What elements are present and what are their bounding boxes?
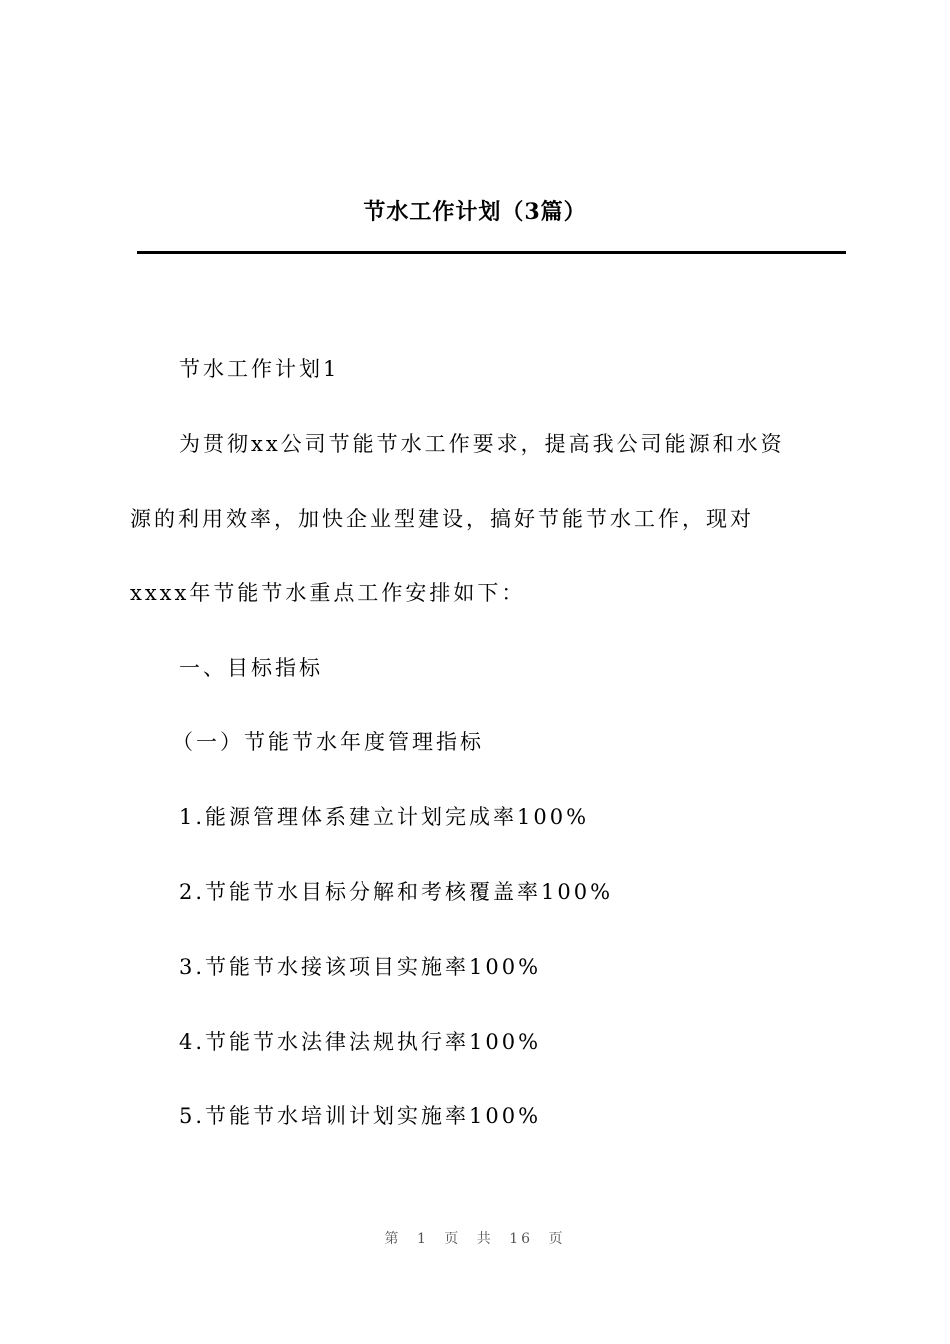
title-underline <box>137 251 846 254</box>
heading-objectives: 一、目标指标 <box>179 656 323 680</box>
intro-line-3: xxxx年节能节水重点工作安排如下： <box>130 581 526 605</box>
list-item: 1.能源管理体系建立计划完成率100% <box>179 805 590 829</box>
subheading-annual-indicators: （一）节能节水年度管理指标 <box>172 730 484 754</box>
intro-line-1: 为贯彻xx公司节能节水工作要求，提高我公司能源和水资 <box>179 432 785 456</box>
page-number-footer: 第 1 页 共 16 页 <box>384 1231 566 1247</box>
document-title: 节水工作计划（3篇） <box>363 199 587 225</box>
list-item: 2.节能节水目标分解和考核覆盖率100% <box>179 880 614 904</box>
section-heading: 节水工作计划1 <box>179 357 340 381</box>
list-item: 4.节能节水法律法规执行率100% <box>179 1030 542 1054</box>
list-item: 5.节能节水培训计划实施率100% <box>179 1104 542 1128</box>
intro-line-2: 源的利用效率，加快企业型建设，搞好节能节水工作，现对 <box>130 507 754 531</box>
list-item: 3.节能节水接该项目实施率100% <box>179 955 542 979</box>
